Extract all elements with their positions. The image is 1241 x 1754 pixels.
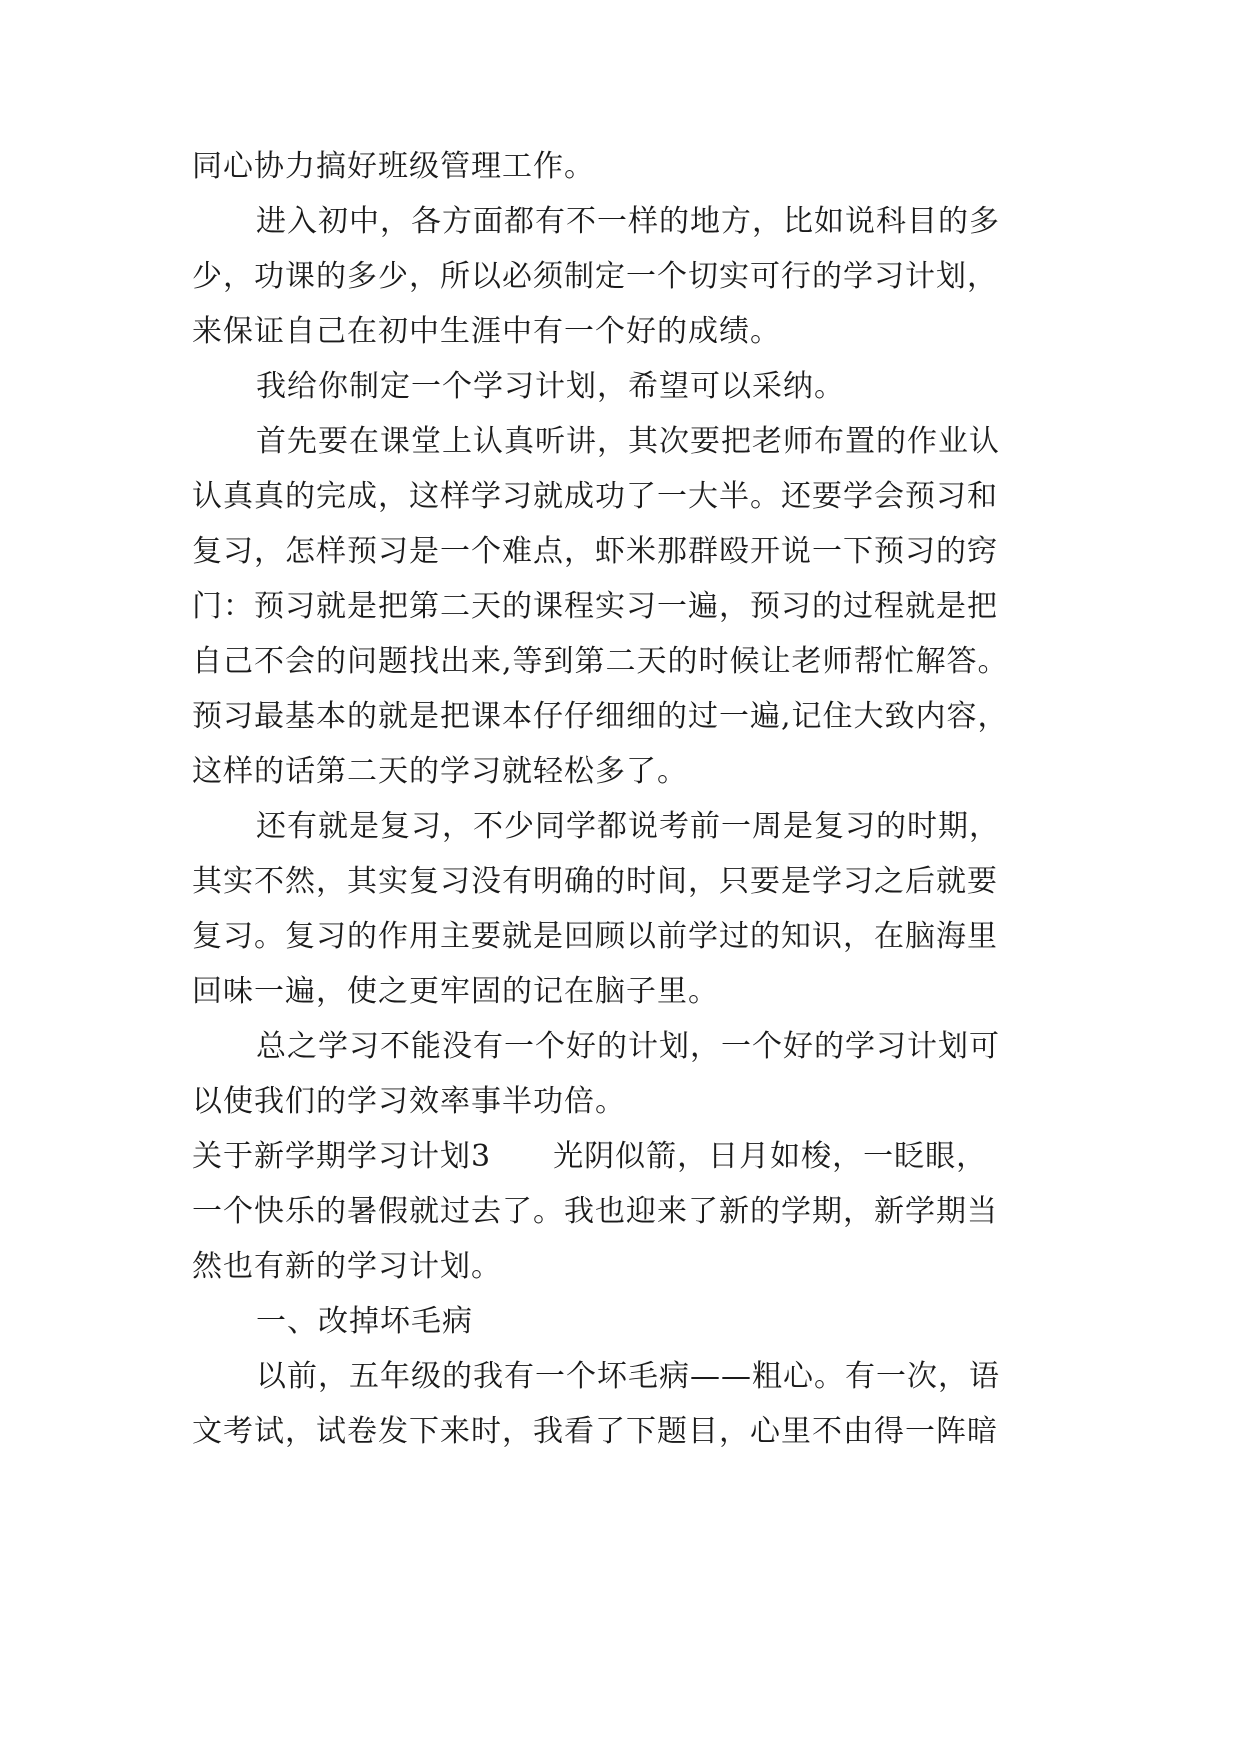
text-line: 以使我们的学习效率事半功倍。 (192, 1084, 626, 1119)
text-line: 门：预习就是把第二天的课程实习一遍，预习的过程就是把 (192, 589, 998, 624)
text-line: 自己不会的问题找出来,等到第二天的时候让老师帮忙解答。 (192, 644, 1009, 679)
text-line: 认真真的完成，这样学习就成功了一大半。还要学会预习和 (192, 479, 998, 514)
text-line: 这样的话第二天的学习就轻松多了。 (192, 754, 688, 789)
text-line: 回味一遍，使之更牢固的记在脑子里。 (192, 974, 719, 1009)
text-line: 还有就是复习，不少同学都说考前一周是复习的时期， (256, 809, 1000, 844)
text-line: 以前，五年级的我有一个坏毛病——粗心。有一次，语 (256, 1359, 1000, 1394)
text-line: 进入初中，各方面都有不一样的地方，比如说科目的多 (256, 204, 1000, 239)
text-line: 复习。复习的作用主要就是回顾以前学过的知识，在脑海里 (192, 919, 998, 954)
text-line: 复习，怎样预习是一个难点，虾米那群殴开说一下预习的窍 (192, 534, 998, 569)
text-line: 同心协力搞好班级管理工作。 (192, 149, 595, 184)
section-heading-line: 关于新学期学习计划3 光阴似箭，日月如梭，一眨眼， (192, 1139, 988, 1174)
text-line: 总之学习不能没有一个好的计划，一个好的学习计划可 (256, 1029, 1000, 1064)
text-line: 首先要在课堂上认真听讲，其次要把老师布置的作业认 (256, 424, 1000, 459)
text-line: 来保证自己在初中生涯中有一个好的成绩。 (192, 314, 781, 349)
text-line: 一个快乐的暑假就过去了。我也迎来了新的学期，新学期当 (192, 1194, 998, 1229)
text-line: 预习最基本的就是把课本仔仔细细的过一遍,记住大致内容， (192, 699, 1009, 734)
subheading-line: 一、改掉坏毛病 (256, 1304, 473, 1339)
text-line: 我给你制定一个学习计划，希望可以采纳。 (256, 369, 845, 404)
text-line: 文考试，试卷发下来时，我看了下题目，心里不由得一阵暗 (192, 1414, 998, 1449)
text-line: 少，功课的多少，所以必须制定一个切实可行的学习计划， (192, 259, 998, 294)
text-line: 其实不然，其实复习没有明确的时间，只要是学习之后就要 (192, 864, 998, 899)
text-line: 然也有新的学习计划。 (192, 1249, 502, 1284)
